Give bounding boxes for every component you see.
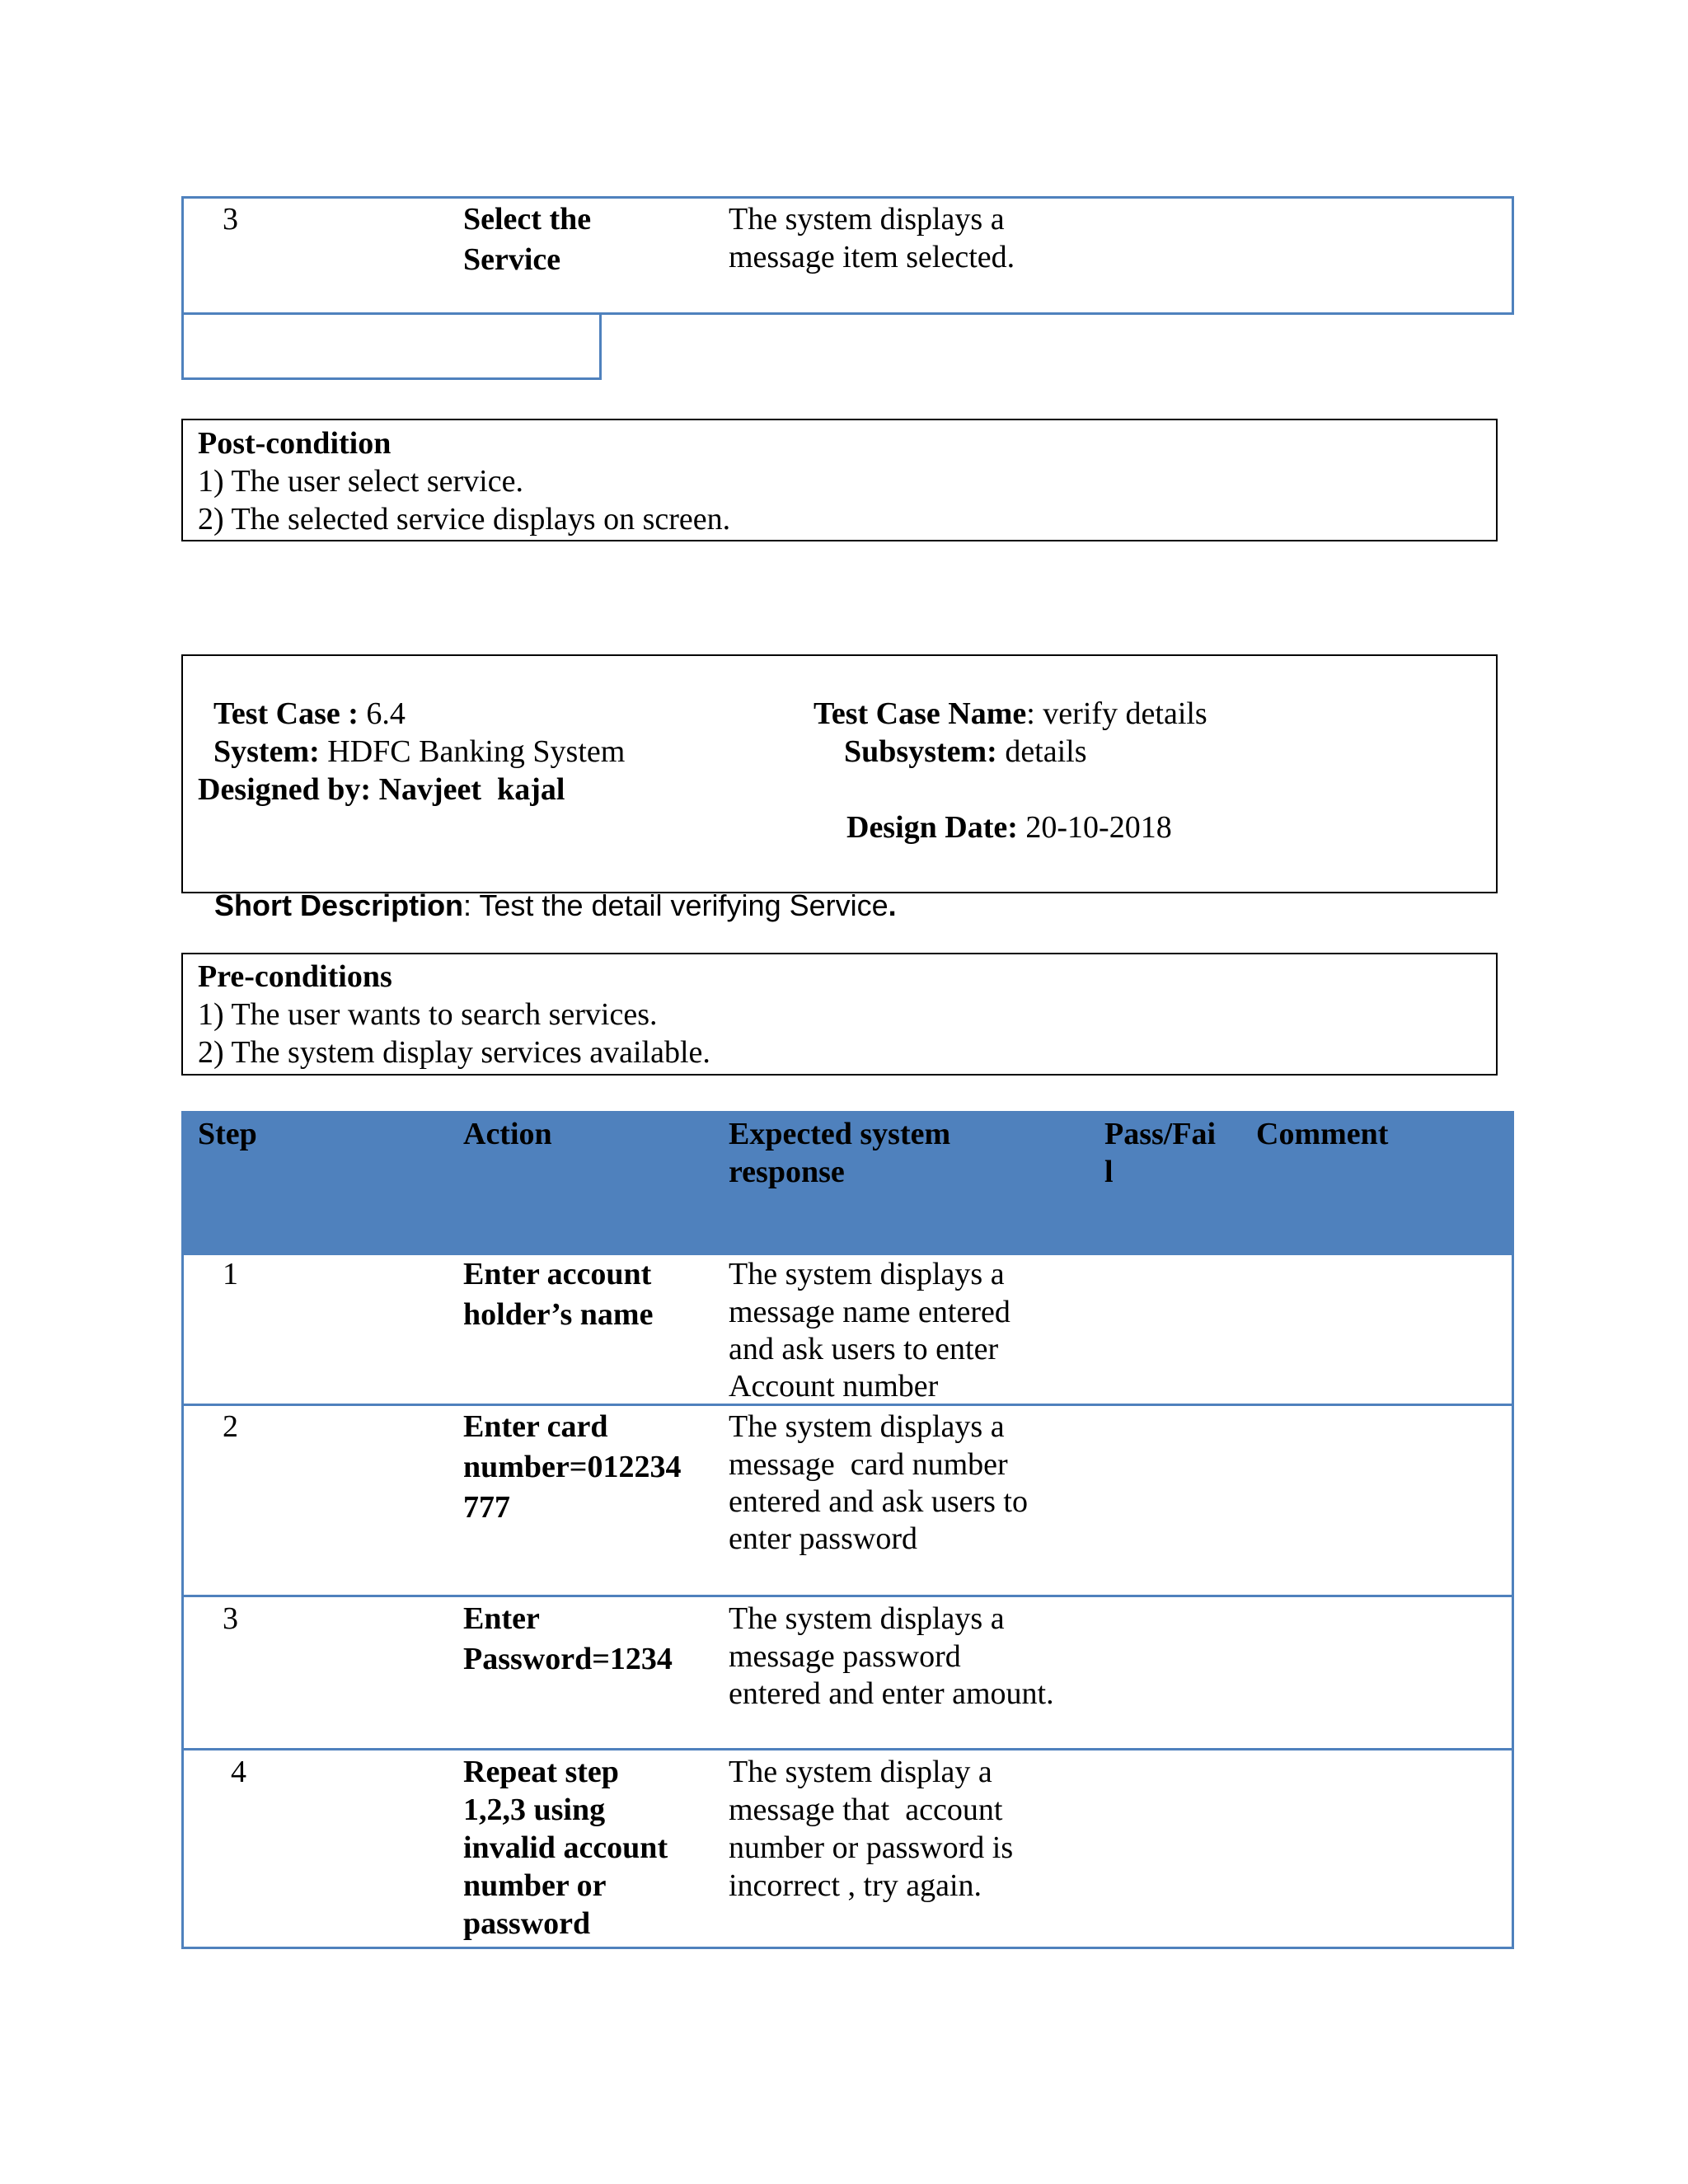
- top-table-action-line1: Select the: [463, 202, 592, 237]
- header-step: Step: [198, 1117, 257, 1151]
- pre-condition-item: 2) The system display services available.: [198, 1035, 710, 1070]
- row-1-response: Account number: [729, 1369, 939, 1404]
- test-case-name-label: Test Case Name: [814, 696, 1027, 731]
- top-table-response-line1: The system displays a: [729, 202, 1005, 237]
- subsystem-field: [828, 695, 1087, 771]
- subsystem-value: details: [996, 734, 1087, 769]
- top-table-step: 3: [223, 202, 238, 237]
- short-description-end: .: [888, 888, 897, 922]
- row-4-response: The system display a: [729, 1755, 992, 1789]
- design-date-label: Design Date:: [846, 810, 1018, 845]
- header-comment: Comment: [1256, 1117, 1389, 1151]
- row-4-action: number or: [463, 1868, 607, 1903]
- row-2-action: 777: [463, 1490, 510, 1525]
- system-label: System:: [213, 734, 320, 769]
- row-2-step: 2: [223, 1409, 238, 1444]
- test-case-value: 6.4: [358, 696, 406, 731]
- row-4-step: 4: [231, 1755, 246, 1789]
- header-pass-fail-line2: l: [1104, 1155, 1114, 1189]
- system-value: HDFC Banking System: [319, 734, 626, 769]
- top-table-empty-cell: [181, 312, 602, 380]
- row-3-step: 3: [223, 1601, 238, 1636]
- pre-conditions-heading: Pre-conditions: [198, 959, 392, 994]
- header-action: Action: [463, 1117, 552, 1151]
- row-4-action: 1,2,3 using: [463, 1793, 606, 1827]
- subsystem-label: Subsystem:: [844, 734, 997, 769]
- post-condition-heading: Post-condition: [198, 426, 392, 461]
- post-condition-item: 2) The selected service displays on screen.: [198, 502, 731, 537]
- designed-by: Designed by: Navjeet kajal: [198, 772, 565, 807]
- row-4-response: message that account: [729, 1793, 1003, 1827]
- post-condition-item: 1) The user select service.: [198, 464, 523, 499]
- header-response-line2: response: [729, 1155, 845, 1189]
- row-divider: [181, 1595, 1514, 1597]
- row-divider: [181, 1748, 1514, 1750]
- row-2-action: number=012234: [463, 1450, 682, 1484]
- system-field: [198, 695, 625, 771]
- row-1-action: Enter account: [463, 1257, 652, 1291]
- row-2-response: message card number: [729, 1447, 1008, 1482]
- top-table-response-line2: message item selected.: [729, 240, 1015, 274]
- row-4-response: number or password is: [729, 1830, 1014, 1865]
- row-1-response: message name entered: [729, 1295, 1010, 1329]
- row-3-action: Password=1234: [463, 1642, 673, 1676]
- row-4-action: Repeat step: [463, 1755, 619, 1789]
- row-4-response: incorrect , try again.: [729, 1868, 982, 1903]
- header-response-line1: Expected system: [729, 1117, 951, 1151]
- row-2-response: enter password: [729, 1521, 917, 1556]
- row-2-action: Enter card: [463, 1409, 608, 1444]
- row-3-action: Enter: [463, 1601, 540, 1636]
- design-date-field: [831, 771, 1172, 846]
- row-3-response: message password: [729, 1639, 961, 1674]
- row-1-response: and ask users to enter: [729, 1332, 999, 1366]
- test-case-name-value: : verify details: [1026, 696, 1207, 731]
- test-case-label: Test Case :: [213, 696, 359, 731]
- row-1-response: The system displays a: [729, 1257, 1005, 1291]
- short-description: [198, 849, 897, 925]
- row-3-response: The system displays a: [729, 1601, 1005, 1636]
- header-pass-fail-line1: Pass/Fai: [1104, 1117, 1217, 1151]
- short-description-label: Short Description: [214, 888, 464, 922]
- top-table-action-line2: Service: [463, 242, 561, 277]
- pre-condition-item: 1) The user wants to search services.: [198, 997, 658, 1032]
- row-4-action: password: [463, 1906, 591, 1941]
- row-4-action: invalid account: [463, 1830, 668, 1865]
- row-1-step: 1: [223, 1257, 238, 1291]
- short-description-value: : Test the detail verifying Service: [463, 888, 889, 922]
- design-date-value: 20-10-2018: [1017, 810, 1172, 845]
- row-2-response: The system displays a: [729, 1409, 1005, 1444]
- row-2-response: entered and ask users to: [729, 1484, 1028, 1519]
- row-3-response: entered and enter amount.: [729, 1676, 1054, 1711]
- row-1-action: holder’s name: [463, 1297, 654, 1332]
